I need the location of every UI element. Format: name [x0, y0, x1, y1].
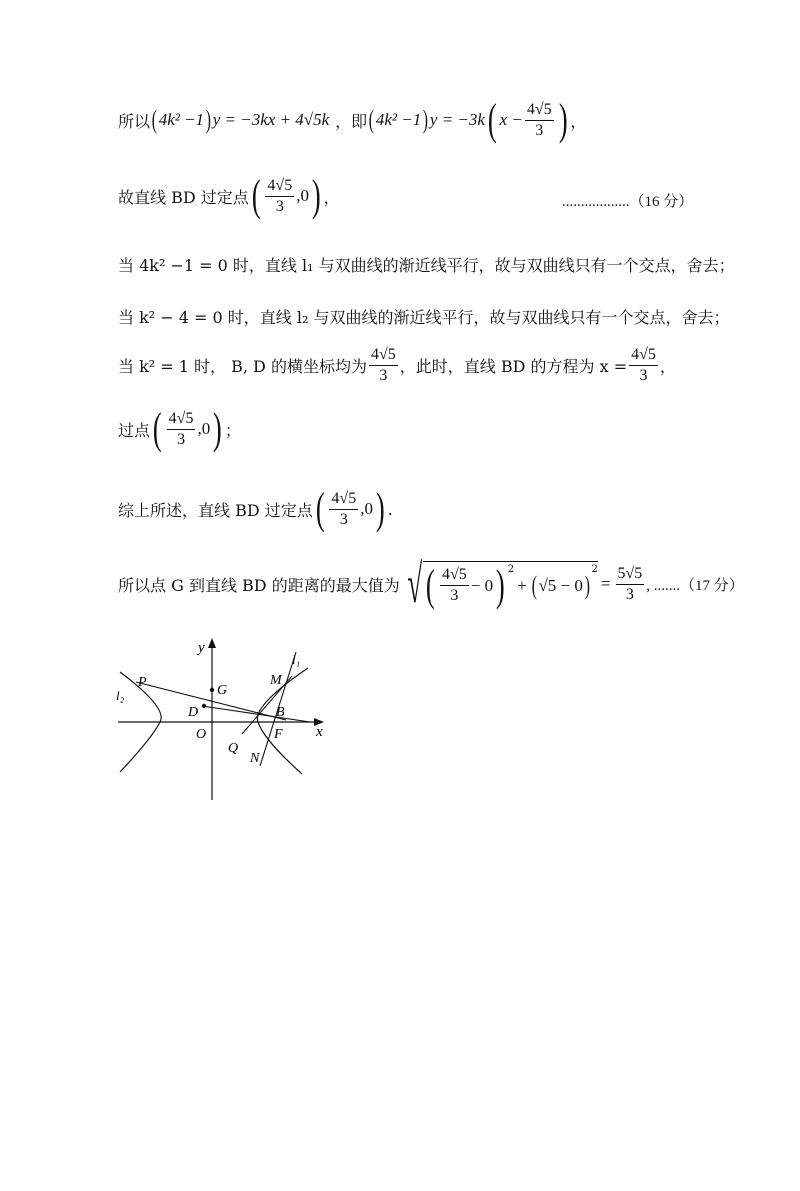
- point-coordinate: ,0: [197, 419, 211, 438]
- paren-open: (: [487, 95, 497, 144]
- score-marker-16: ..................（16 分）: [562, 194, 694, 210]
- hyperbola-figure: [110, 630, 350, 810]
- line1-eq1-mid: y = −3kx + 4√5k: [212, 110, 330, 129]
- line4-text: 当 k² − 4 = 0 时，直线 l₂ 与双曲线的渐近线平行，故与双曲线只有一个交点，舍去；: [118, 308, 730, 327]
- point-d: [202, 704, 206, 708]
- label-d: D: [188, 705, 199, 720]
- line5-tail: ，: [659, 357, 676, 376]
- score-marker-17: , .......（17 分）: [646, 577, 744, 594]
- fraction-denominator: 3: [639, 367, 648, 384]
- paren-open: (: [315, 484, 325, 533]
- fraction-numerator: 4√5: [369, 346, 398, 366]
- fraction-numerator: 4√5: [440, 566, 469, 586]
- line8-text: 所以点 G 到直线 BD 的距离的最大值为: [118, 575, 400, 595]
- line1-tail: ，: [570, 111, 587, 131]
- fraction: [369, 346, 398, 385]
- fraction-numerator: 4√5: [629, 346, 658, 366]
- paren-open: (: [251, 171, 261, 220]
- point-g: [210, 688, 214, 692]
- equals-sign: =: [600, 574, 611, 593]
- fraction-numerator: 4√5: [329, 490, 358, 510]
- equation-line-2: [118, 171, 340, 220]
- label-p: P: [138, 675, 147, 690]
- point-coordinate: ,0: [296, 186, 309, 205]
- paren-open: (: [426, 560, 436, 610]
- line1-sep: ，即: [335, 111, 368, 131]
- fraction-denominator: 3: [535, 121, 544, 139]
- fraction: [525, 101, 554, 140]
- line1-eq2-mid: y = −3k: [429, 110, 485, 129]
- label-l2: l₂: [116, 688, 125, 703]
- label-m: M: [270, 673, 282, 688]
- result-denominator: 3: [625, 585, 634, 603]
- sqrt5-term: √5 − 0: [538, 575, 583, 595]
- paren-close: ): [584, 570, 590, 600]
- equation-line-8: [118, 554, 744, 614]
- line6-text: 过点: [118, 420, 151, 440]
- paren-open: (: [368, 105, 375, 134]
- plus-sign: +: [517, 575, 527, 595]
- fraction-denominator: 3: [379, 367, 388, 384]
- paren-close: ): [213, 404, 222, 453]
- paren-close: ): [422, 105, 429, 134]
- line7-text: 综上所述，直线 BD 过定点: [118, 500, 313, 520]
- paren-close: ): [205, 105, 211, 134]
- line1-prefix: 所以: [118, 111, 151, 131]
- label-n: N: [250, 751, 260, 766]
- equation-line-7: [118, 484, 393, 533]
- fraction-numerator: 4√5: [167, 410, 196, 430]
- label-l1: l₁: [292, 652, 301, 667]
- fraction-numerator: 4√5: [265, 177, 294, 197]
- point-coordinate: ,0: [360, 499, 373, 518]
- fraction: [329, 490, 358, 529]
- fraction: [440, 566, 469, 605]
- label-o: O: [196, 727, 207, 742]
- exponent: 2: [591, 563, 598, 575]
- equation-line-1: [118, 95, 587, 144]
- radical-sign: √: [407, 554, 422, 614]
- paren-open: (: [152, 404, 162, 453]
- line1-eq2-left: 4k² −1: [375, 110, 422, 129]
- line-db: [202, 706, 310, 722]
- fraction: [265, 177, 294, 216]
- line7-tail: .: [387, 499, 393, 519]
- paren-close: ): [496, 560, 505, 610]
- fraction-denominator: 3: [275, 197, 284, 215]
- line5-text-a: 当 k² = 1 时， B, D 的横坐标均为: [118, 357, 367, 376]
- line6-tail: ；: [224, 420, 241, 440]
- equation-line-5: [118, 346, 676, 385]
- line1-eq1-left: 4k² −1: [158, 110, 205, 129]
- line-l2: [136, 682, 286, 720]
- text-line-4: [118, 305, 730, 328]
- label-q: Q: [228, 741, 239, 756]
- paren-open: (: [531, 570, 537, 600]
- paren-close: ): [558, 95, 568, 144]
- paren-open: (: [151, 105, 157, 134]
- square-root: [400, 554, 598, 614]
- label-b: B: [276, 705, 285, 720]
- equation-line-6: [118, 404, 241, 453]
- fraction-denominator: 3: [450, 587, 459, 604]
- label-g: G: [217, 683, 228, 698]
- paren-close: ): [311, 171, 321, 220]
- line2-text: 故直线 BD 过定点: [118, 187, 249, 207]
- line5-text-b: ，此时，直线 BD 的方程为 x =: [399, 357, 628, 376]
- exponent: 2: [507, 563, 515, 575]
- minus-zero: − 0: [470, 575, 494, 595]
- label-x: x: [316, 724, 323, 740]
- fraction: [629, 346, 658, 385]
- text-line-3: [118, 253, 735, 276]
- fraction-denominator: 3: [177, 430, 186, 448]
- label-y: y: [198, 640, 205, 656]
- y-axis-arrow: [208, 638, 216, 648]
- line3-text: 当 4k² −1 = 0 时，直线 l₁ 与双曲线的渐近线平行，故与双曲线只有一个交点，舍去；: [118, 256, 735, 275]
- fraction-numerator: 4√5: [525, 101, 554, 121]
- label-f: F: [274, 727, 283, 742]
- line2-tail: ，: [323, 187, 340, 207]
- paren-close: ): [375, 484, 385, 533]
- fraction: [616, 565, 645, 604]
- fraction-denominator: 3: [339, 510, 348, 528]
- radicand: [423, 561, 598, 608]
- result-numerator: 5√5: [616, 565, 645, 585]
- fraction: [167, 410, 196, 449]
- line1-eq2-x: x −: [499, 110, 523, 129]
